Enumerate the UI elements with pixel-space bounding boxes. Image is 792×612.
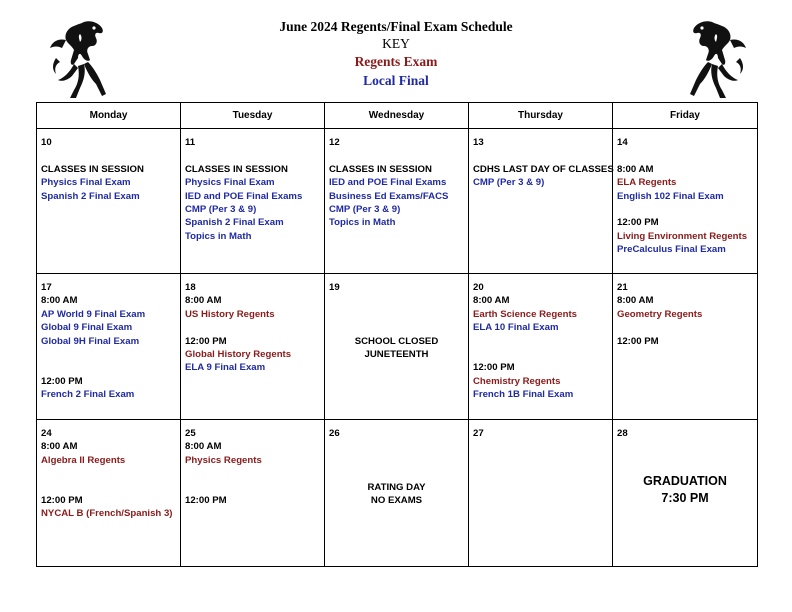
day-cell-14 [613, 129, 758, 274]
week-row-1 [37, 129, 758, 274]
date-number: 10 [41, 137, 52, 148]
day-status: CLASSES IN SESSION [329, 163, 432, 175]
regents-exam: Living Environment Regents [617, 230, 748, 242]
regents-exam: Geometry Regents [617, 308, 703, 320]
local-final-exam: Global 9 Final Exam [41, 322, 133, 334]
date-number: 11 [185, 137, 196, 148]
weekday-header-row [37, 103, 758, 129]
day-cell-21 [613, 274, 758, 420]
regents-exam: Chemistry Regents [473, 375, 561, 387]
local-final-exam: Physics Final Exam [185, 177, 275, 189]
no-exams-note: NO EXAMS [370, 495, 423, 506]
regents-exam: Algebra II Regents [41, 454, 126, 466]
local-final-exam: Business Ed Exams/FACS [329, 190, 449, 202]
day-header-monday: Monday [37, 103, 181, 129]
rating-day-note: RATING DAY [367, 481, 426, 493]
date-number: 18 [185, 282, 196, 293]
day-cell-19 [325, 274, 469, 420]
day-cell-13 [469, 129, 613, 274]
date-number: 19 [329, 282, 340, 293]
local-final-exam: Topics in Math [185, 230, 252, 242]
day-cell-17 [37, 274, 181, 420]
session-time-am: 8:00 AM [185, 295, 222, 307]
session-time-am: 8:00 AM [617, 163, 654, 175]
local-final-exam: CMP (Per 3 & 9) [473, 177, 545, 189]
date-number: 27 [473, 428, 484, 439]
local-final-exam: PreCalculus Final Exam [617, 244, 726, 256]
date-number: 14 [617, 137, 628, 148]
session-time-am: 8:00 AM [41, 295, 78, 307]
week-row-3 [37, 420, 758, 567]
date-number: 24 [41, 428, 52, 439]
date-number: 12 [329, 137, 340, 148]
local-final-exam: IED and POE Final Exams [185, 190, 303, 202]
date-number: 26 [329, 428, 340, 439]
regents-exam: Earth Science Regents [473, 308, 577, 320]
holiday-name: JUNETEENTH [364, 349, 429, 360]
local-final-exam: French 2 Final Exam [41, 389, 135, 401]
local-final-exam: French 1B Final Exam [473, 389, 574, 401]
date-number: 17 [41, 282, 52, 293]
local-final-exam: CMP (Per 3 & 9) [185, 204, 257, 216]
session-time-am: 8:00 AM [617, 295, 654, 307]
regents-exam: Physics Regents [185, 454, 262, 466]
day-cell-26 [325, 420, 469, 567]
graduation-event: GRADUATION [643, 474, 727, 489]
closure-note: SCHOOL CLOSED [354, 335, 439, 347]
local-final-exam: Topics in Math [329, 217, 396, 229]
day-cell-25 [181, 420, 325, 567]
legend-regents-exam: Regents Exam [354, 54, 438, 69]
session-time-pm: 12:00 PM [617, 335, 659, 347]
day-status: CLASSES IN SESSION [41, 163, 144, 175]
day-cell-20 [469, 274, 613, 420]
local-final-exam: ELA 10 Final Exam [473, 322, 559, 334]
regents-exam: NYCAL B (French/Spanish 3) [41, 508, 173, 520]
page-title: June 2024 Regents/Final Exam Schedule [279, 19, 513, 34]
exam-calendar [36, 102, 758, 567]
local-final-exam: Spanish 2 Final Exam [41, 190, 140, 202]
session-time-pm: 12:00 PM [41, 375, 83, 387]
day-cell-27 [469, 420, 613, 567]
session-time-pm: 12:00 PM [41, 495, 83, 507]
local-final-exam: CMP (Per 3 & 9) [329, 204, 401, 216]
local-final-exam: IED and POE Final Exams [329, 177, 447, 189]
day-cell-18 [181, 274, 325, 420]
day-header-thursday: Thursday [469, 103, 613, 129]
day-status: CDHS LAST DAY OF CLASSES [473, 163, 614, 175]
session-time-am: 8:00 AM [41, 441, 78, 453]
graduation-time: 7:30 PM [661, 491, 709, 506]
session-time-am: 8:00 AM [185, 441, 222, 453]
local-final-exam: AP World 9 Final Exam [41, 308, 146, 320]
day-cell-10 [37, 129, 181, 274]
day-header-wednesday: Wednesday [325, 103, 469, 129]
session-time-pm: 12:00 PM [617, 217, 659, 229]
date-number: 21 [617, 282, 628, 293]
regents-exam: US History Regents [185, 308, 275, 320]
key-label: KEY [382, 36, 410, 51]
day-cell-12 [325, 129, 469, 274]
day-header-tuesday: Tuesday [181, 103, 325, 129]
date-number: 28 [617, 428, 628, 439]
local-final-exam: Spanish 2 Final Exam [185, 217, 284, 229]
regents-exam: ELA Regents [617, 177, 677, 189]
session-time-am: 8:00 AM [473, 295, 510, 307]
session-time-pm: 12:00 PM [185, 335, 227, 347]
local-final-exam: ELA 9 Final Exam [185, 362, 266, 374]
legend-local-final: Local Final [363, 73, 429, 88]
day-cell-11 [181, 129, 325, 274]
local-final-exam: English 102 Final Exam [617, 190, 724, 202]
local-final-exam: Global 9H Final Exam [41, 335, 140, 347]
week-row-2 [37, 274, 758, 420]
session-time-pm: 12:00 PM [473, 362, 515, 374]
day-header-friday: Friday [613, 103, 758, 129]
day-cell-24 [37, 420, 181, 567]
day-status: CLASSES IN SESSION [185, 163, 288, 175]
day-cell-28 [613, 420, 758, 567]
date-number: 13 [473, 137, 484, 148]
regents-exam: Global History Regents [185, 349, 292, 361]
session-time-pm: 12:00 PM [185, 495, 227, 507]
date-number: 20 [473, 282, 484, 293]
document-header [0, 18, 792, 90]
date-number: 25 [185, 428, 196, 439]
local-final-exam: Physics Final Exam [41, 177, 131, 189]
